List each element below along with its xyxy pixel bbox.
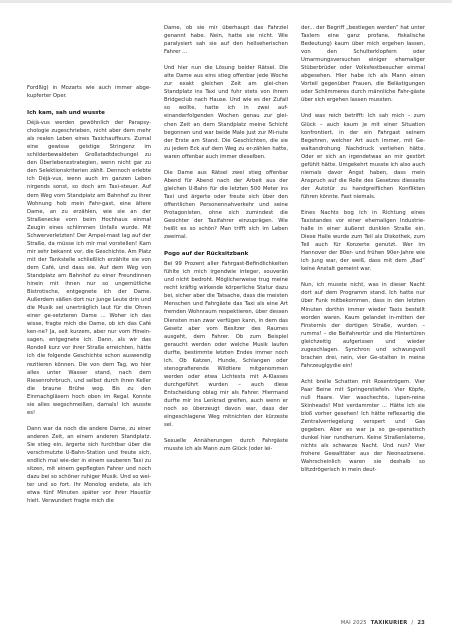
paragraph: Die Dame aus Rätsel zwei stieg offenbar Abend für Abend nach der Arbeit aus der gleichen U-Bahn für die letzten 500 Meter ins Taxi und ärgerte oder freute sich über den öffentlichen Personennahverkehr und seine Protagonisten, ohne sich zumindest die Gesichter der Taxifahrer einzuprägen. Wie heißt es so schön? Man trifft sich im Leben zweimal. [164, 169, 288, 241]
page-number: 23 [417, 620, 425, 626]
footer-separator: / [411, 620, 414, 626]
paragraph: Dann war da noch die andere Dame, zu einer anderen Zeit, an einem anderen Standplatz. Sie stieg ein, ärgerte sich furchtbar über die verschmutzte U-Bahn-Station und freute sich, endlich mal wie-der in einem sauberen Taxi zu sitzen, mit einem gepflegten Fahrer und noch dazu bei so schöner ruhiger Musik. Und so wei-ter und so fort. Ihr Monolog endete, als ich etwa fünf Minuten später vor ihrer Haustür hielt. Verwundert fragte mich die [27, 425, 151, 505]
magazine-name: TAXIKURIER [370, 620, 408, 626]
paragraph: Dame, ob sie mir überhaupt das Fahrziel genannt habe. Nein, hatte sie nicht. Wie paralysiert sah sie auf den hellseherischen Fahrer ... [164, 25, 288, 56]
section-heading: Pogo auf der Rücksitzbank [164, 251, 249, 258]
article-body [27, 24, 425, 616]
paragraph: Und was reich betrifft: Ich sah mich – zum Glück – auch kaum je mit einer Situation konfrontiert, in der ein Fahrgast seinem Begehren, welcher Art auch immer, mit Ge-waltandrohung Nachdruck verliehen hätte. Oder er sich an irgendetwas an mir gestört gefühlt hätte. Umgekehrt musste ich also auch niemals davor Angst haben, dass mein Anspruch auf die Rolle des Gesetzes diesseits der Autotür zu handgreiflichen Konflikten führen könnte. Fast niemals. [301, 113, 425, 200]
paragraph: Und hier nun die Lösung beider Rätsel. Die alte Dame aus eins stieg offenbar jede Woche zur exakt gleichen Zeit am glei-chen Standplatz ins Taxi und fuhr stets von ihrem Bridgeclub nach Hause. Und wie es der Zufall so wollte, hatte ich in zwei auf-einanderfolgenden Wochen genau zur glei-chen Zeit an dem Standplatz meine Schicht begonnen und war beide Male just zur Mi-nute der Erste am Stand. Die Geschichten, die sie zu jedem Eck auf dem Weg zu er-zählen hatte, waren offenbar auch immer dieselben. [164, 65, 288, 160]
paragraph: der... der Begriff „bestiegen werden“ hat unter Taxlern eine ganz profane, fiskalische Bedeutung) kaum über mich ergehen lassen, von den Schulterklopfern oder Umarmungsversuchen einiger ehemaliger Stüberbrüder oder Volksfestbesucher einmal abgesehen. Hier habe ich als Mann einen Vorteil gegenüber Frauen, die Belästigungen oder Schlimmeres durch männliche Fahr-gäste über sich ergehen lassen mussten. [301, 25, 425, 104]
paragraph: Sexuelle Annäherungen durch Fahrgäste musste ich als Mann zum Glück (oder lei- [164, 438, 288, 453]
text-column-2 [164, 24, 288, 616]
paragraph: Eines Nachts bog ich in Richtung eines Taxistandes vor einer ehemaligen Industrie-halle in einer äußerst dunklen Straße ein. Diese Halle wurde zum Teil als Diskothek, zum Teil auch für Konzerte genutzt. Wer im Hannover der 80er- und frühen 90er-Jahre wie ich jung war, der weiß, dass mit dem „Bad“ keine Anstalt gemeint war. [301, 209, 425, 273]
issue-date: MAI 2025 [340, 620, 367, 626]
top-divider [0, 0, 452, 3]
paragraph: Bei 99 Prozent aller Fahrgast-Befindlichkeiten fühlte ich mich irgendwie integer, souverän und nicht bedroht. Möglicherweise trug meine recht kräftig wirkende körperliche Statur dazu bei, sicher aber die Tatsache, dass die meisten Menschen und Fahrgäste das Taxi als eine Art fremden Wohnraum respektieren, über dessen Diensten man zwar verfügen kann, in dem das Gesetz aber vom Besitzer des Raumes ausgeht, dem Fahrer. Ob zum Beispiel geraucht werden oder welche Musik laufen durfte, bestimmte letzten Endes immer noch ich. Ob Katzen, Hunde, Schlangen oder stenografierende Wildtiere mitgenommen werden oder etwa Lichtests mit A-Klasses durchgeführt wurden – auch diese Entscheidung oblag mir als Fahrer. Hiermand durfte mir ins Lenkrad greifen, auch wenn er noch so überzeugt davon war, dass der eingeschlagene Weg mitnichten der kürzeste sei. [164, 261, 288, 429]
paragraph: Fordßig) in Mozarts wie auch immer abge-kupferter Oper. [27, 85, 151, 100]
text-column-3 [301, 24, 425, 616]
text-column-1 [27, 24, 151, 616]
paragraph: Déjà-vus werden gewöhnlich der Parapsy-chologie zugeschrieben, nicht aber dem mehr als realen Leben eines Taxichauffeurs. Zumal eine gewisse geistige Stringenz im schilderbewaldeten Großstadtdschungel zu den Überlebensstrategien, wenn nicht gar zu den Selektionskriterien zählt. Dennoch erlebte ich Déjà-vus, wenn auch im ganzen Leben nirgends sonst, so doch am Taxi-steuer. Auf dem Weg vom Standplatz am Bahnhof zu ihrer Wohnung hob mein Fahr-gast, eine ältere Dame, an zu erzählen, wie sie an der Straßenecke vorn beim Hochhaus einmal Zeugin eines schlimmen Unfalls wurde. Mit Schwerverletzten! Der Ampel-mast lag auf der Straße, da müsse ich mir mal vorstellen! Kam mir sehr bekannt vor, die Geschichte. Am Platz mit der Tankstelle schließlich erzählte sie von dem Café, und dass sie. Auf dem Weg von Standplatz am Bahnhof zu einer Freundinnen hinein mit ihnen nur so ungemütliche Bistrotische, entgegnete ich der Dame. Außerdem säßen dort nur junge Leute drin und die Musik sei unerträglich laut für die Ohren einer ge-setzteren Dame ... Woher ich das wisse, fragte mich die Dame, ob ich das Café ken-ne? Ja, seit kurzem, aber nur vom Hinein-sagen, entgegnete ich. Dann, als wir das Rondell kurz vor ihrer Straße erreichten, hätte ich die folgende Geschichte schon auswendig rezitieren können. Die von dem Tag, wo hier alles unter Wasser stand, nach dem Riesenrohrbruch, und selbst durch ihren Keller die braune Brühe wog. Bis zu den Einmachgläsern hoch oben im Regal. Konnte sie alles wegschmeißen, damals! Ich wusste es! [27, 120, 151, 416]
paragraph: Acht brelle Schatten mit Rosentrögern. Vier Paar Beine mit Springerstiefeln. Vier Köpfe, null Haare. Vier waschechte, lupen-reine Skinheads! Mist verdammter ... Hätte ich sie bloß vorher gesehen! Ich hätte reflexartig die Zentralverriegelung verspert und Gas gegeben. Aber es war ja so ge-spenstisch dunkel hier rundherum. Keine Straßenlaterne, nichts als schwarze Nacht. Und nun? Vier frohere Gewalttäter aus der Neonazizsene. Wahrscheinlich waren sie deshalb so blitzdrögerisch in mein deut- [301, 378, 425, 474]
section-heading: Ich kam, sah und wusste [27, 110, 105, 117]
paragraph: Nun, ich musste nicht, was in dieser Nacht dort auf dem Programm stand. Ich hatte nur über Funk mitbekommen, dass in den letzten Minuten dorthin immer wieder Taxis bestellt worden waren. Kaum gelandet in-mitten der Finsternis der dortigen Straße, wurden – rumms! – die Beifahrertür und die Hintertüren gleichzeitig aufgerissen und wieder zugeschlagen. Synchron und schwungvoll brachen drei, nein, vier Ge-stalten in meine Fahrzeuglgydie ein! [301, 282, 425, 369]
page-footer [341, 618, 425, 628]
